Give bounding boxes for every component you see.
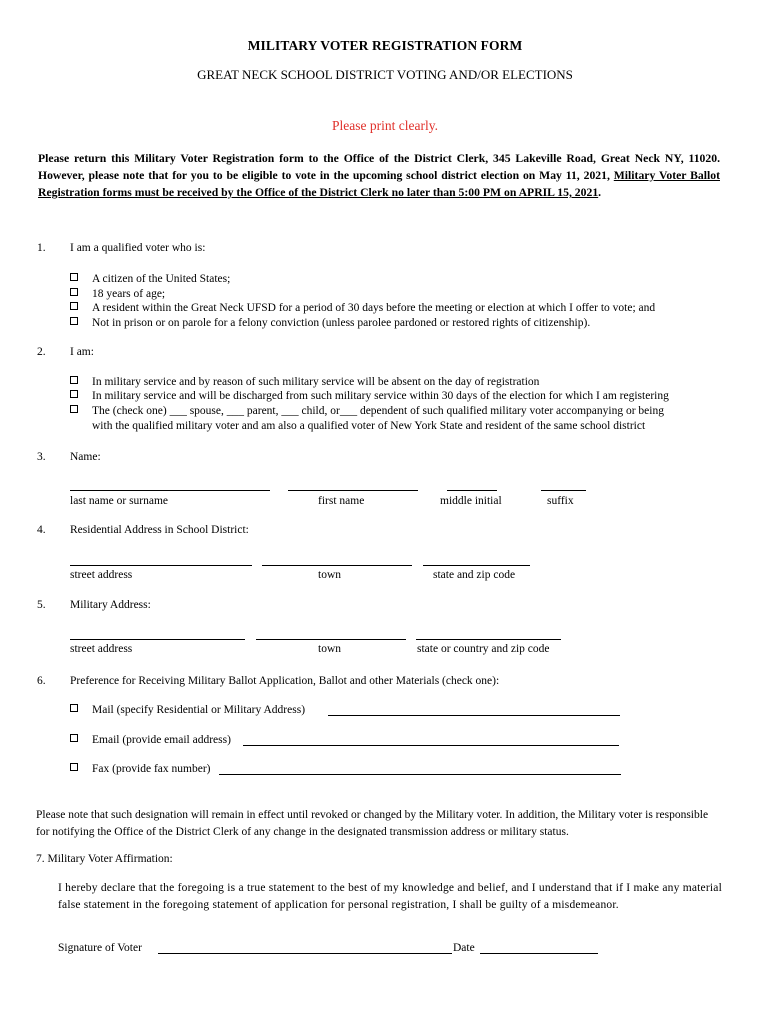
section-3-heading: Name: <box>70 451 101 463</box>
section-4-heading: Residential Address in School District: <box>70 524 249 536</box>
return-instructions: Please return this Military Voter Registration form to the Office of the District Clerk, 345 Lakeville Road, Great Neck NY, 11020. However, please note that for you to be eligible to vote in the upcoming school district election on May 11, 2021, Military Voter Ballot Registration forms must be received by the Office of the District Clerk no later than 5:00 PM on APRIL 15, 2021. <box>38 152 720 199</box>
deadline-text: Military Voter Ballot Registration forms must be received by the Office of the District Clerk no later than 5:00 PM on APRIL 15, 2021 <box>38 169 720 199</box>
checkbox-icon[interactable] <box>70 273 78 281</box>
middle-initial-label: middle initial <box>440 495 502 507</box>
suffix-label: suffix <box>547 495 574 507</box>
section-5-number: 5. <box>37 599 46 611</box>
section-1-number: 1. <box>37 242 46 254</box>
section-6-heading: Preference for Receiving Military Ballot Application, Ballot and other Materials (check one): <box>70 675 500 687</box>
checkbox-icon[interactable] <box>70 390 78 398</box>
date-field[interactable] <box>480 953 598 954</box>
mail-address-field[interactable] <box>328 715 620 716</box>
print-clearly-notice: Please print clearly. <box>332 118 438 133</box>
checkbox-item[interactable]: A citizen of the United States; <box>70 273 230 285</box>
checkbox-icon[interactable] <box>70 704 78 712</box>
section-1-heading: I am a qualified voter who is: <box>70 242 206 254</box>
town-label: town <box>318 569 341 581</box>
suffix-field[interactable] <box>541 490 586 491</box>
section-3-number: 3. <box>37 451 46 463</box>
section-5-heading: Military Address: <box>70 599 151 611</box>
street-address-label: street address <box>70 569 133 581</box>
section-7-heading: 7. Military Voter Affirmation: <box>36 853 173 865</box>
checkbox-item[interactable]: Not in prison or on parole for a felony conviction (unless parolee pardoned or restored rights of citizenship). <box>70 317 590 329</box>
fax-number-field[interactable] <box>219 774 621 775</box>
signature-field[interactable] <box>158 953 452 954</box>
section-4-number: 4. <box>37 524 46 536</box>
checkbox-icon[interactable] <box>70 763 78 771</box>
first-name-label: first name <box>318 495 365 507</box>
date-label: Date <box>453 942 475 954</box>
checkbox-item-continuation: with the qualified military voter and am also a qualified voter of New York State and resident of the same school district <box>92 420 646 432</box>
checkbox-icon[interactable] <box>70 317 78 325</box>
section-6-number: 6. <box>37 675 46 687</box>
first-name-field[interactable] <box>288 490 418 491</box>
last-name-field[interactable] <box>70 490 270 491</box>
military-state-zip-field[interactable] <box>416 639 561 640</box>
section-2-heading: I am: <box>70 346 94 358</box>
affirmation-text: I hereby declare that the foregoing is a true statement to the best of my knowledge and belief, and I understand that if I make any material false statement in the foregoing statement of application for personal registration, I shall be guilty of a misdemeanor. <box>58 882 722 911</box>
checkbox-icon[interactable] <box>70 405 78 413</box>
form-title: MILITARY VOTER REGISTRATION FORM <box>247 38 523 53</box>
email-option[interactable]: Email (provide email address) <box>70 734 231 746</box>
section-2-number: 2. <box>37 346 46 358</box>
checkbox-item[interactable]: 18 years of age; <box>70 288 165 300</box>
last-name-label: last name or surname <box>70 495 169 507</box>
military-street-field[interactable] <box>70 639 245 640</box>
street-address-label: street address <box>70 643 133 655</box>
state-country-zip-label: state or country and zip code <box>417 643 550 655</box>
town-label: town <box>318 643 341 655</box>
military-town-field[interactable] <box>256 639 406 640</box>
form-subtitle: GREAT NECK SCHOOL DISTRICT VOTING AND/OR ELECTIONS <box>197 67 573 82</box>
checkbox-item[interactable]: In military service and by reason of such military service will be absent on the day of registration <box>70 376 539 388</box>
designation-note: Please note that such designation will remain in effect until revoked or changed by the Military voter. In addition, the Military voter is responsible for notifying the Office of the District Clerk of any change in the designated transmission address or military status. <box>36 809 709 838</box>
checkbox-item[interactable]: A resident within the Great Neck UFSD for a period of 30 days before the meeting or election at which I offer to vote; and <box>70 302 655 314</box>
email-address-field[interactable] <box>243 745 619 746</box>
intro-text: Please return this Military Voter Registration form to the Office of the District Clerk, 345 Lakeville Road, Great Neck NY, 11020. However, please note that for you to be eligible to vote in the upcoming school district election on May 11, 2021, <box>38 152 720 182</box>
middle-initial-field[interactable] <box>447 490 497 491</box>
checkbox-icon[interactable] <box>70 376 78 384</box>
checkbox-item[interactable]: In military service and will be discharged from such military service within 30 days of the election for which I am registering <box>70 390 669 402</box>
fax-option[interactable]: Fax (provide fax number) <box>70 763 210 775</box>
checkbox-item[interactable]: The (check one) ___ spouse, ___ parent, ___ child, or___ dependent of such qualified military voter accompanying or being <box>70 405 664 417</box>
state-zip-label: state and zip code <box>433 569 516 581</box>
residential-town-field[interactable] <box>262 565 412 566</box>
signature-label: Signature of Voter <box>58 942 142 954</box>
residential-street-field[interactable] <box>70 565 252 566</box>
checkbox-icon[interactable] <box>70 288 78 296</box>
checkbox-icon[interactable] <box>70 734 78 742</box>
mail-option[interactable]: Mail (specify Residential or Military Address) <box>70 704 305 716</box>
residential-state-zip-field[interactable] <box>423 565 530 566</box>
checkbox-icon[interactable] <box>70 302 78 310</box>
